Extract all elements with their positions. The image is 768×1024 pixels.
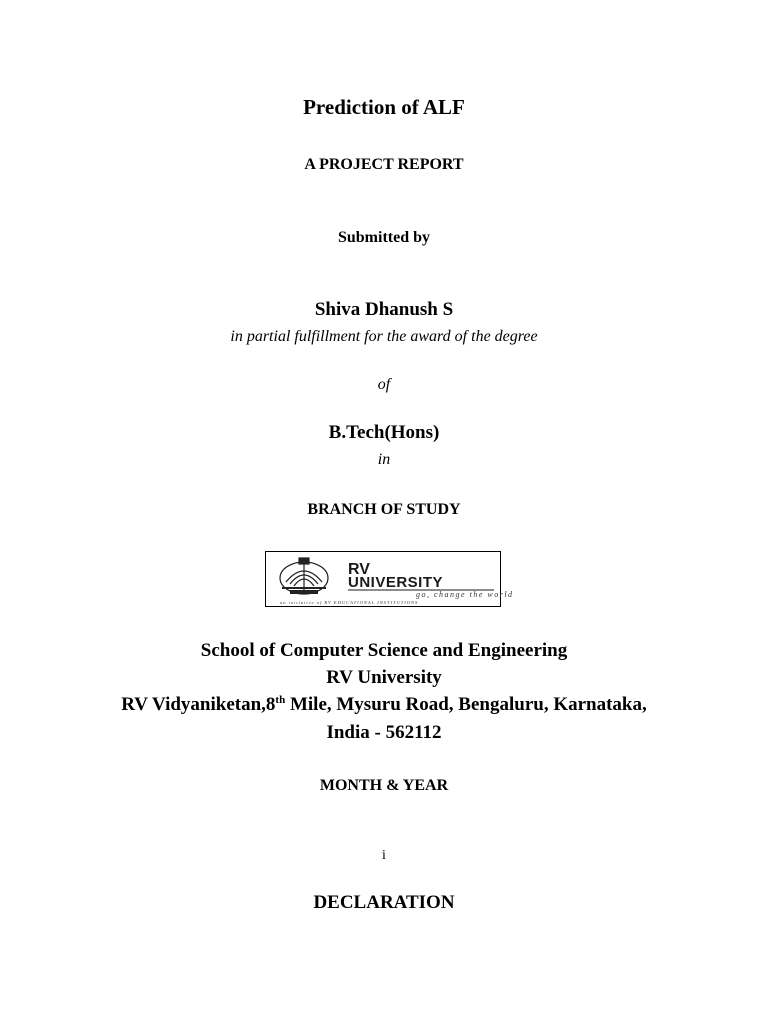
rv-university-logo-graphic	[266, 552, 514, 606]
report-subtitle: A PROJECT REPORT	[304, 156, 464, 173]
declaration-heading: DECLARATION	[313, 892, 455, 913]
degree-name: B.Tech(Hons)	[328, 422, 440, 443]
submitted-by-label: Submitted by	[337, 229, 431, 246]
logo-rv-text: RV	[348, 561, 370, 578]
logo-tagline: go, change the world	[416, 590, 514, 599]
address-line	[0, 694, 768, 717]
school-name: School of Computer Science and Engineering	[200, 640, 568, 661]
page-number: i	[382, 848, 386, 863]
address-superscript: th	[275, 694, 286, 706]
report-title: Prediction of ALF	[303, 95, 465, 119]
emblem-icon	[280, 558, 328, 594]
logo-university-text: UNIVERSITY	[348, 574, 444, 591]
of-text: of	[377, 376, 391, 393]
month-year: MONTH & YEAR	[319, 777, 449, 794]
logo-footer-text: an initiative of RV EDUCATIONAL INSTITUTIONS	[280, 600, 419, 605]
university-name: RV University	[326, 667, 442, 688]
author-name: Shiva Dhanush S	[314, 299, 454, 320]
address-suffix: Mile, Mysuru Road, Bengaluru, Karnataka,	[285, 694, 647, 715]
address-line-2: India - 562112	[326, 722, 442, 743]
branch-of-study: BRANCH OF STUDY	[307, 501, 461, 518]
address-prefix: RV Vidyaniketan,8	[121, 694, 276, 715]
partial-fulfillment-text: in partial fulfillment for the award of the degree	[230, 328, 538, 345]
university-logo	[265, 551, 514, 607]
in-text: in	[377, 451, 391, 468]
